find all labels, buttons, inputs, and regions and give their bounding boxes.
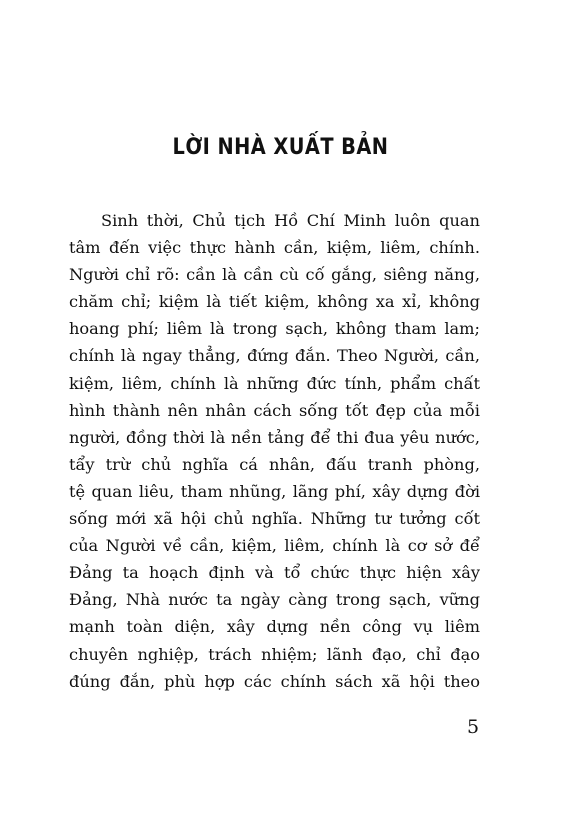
text-line: Người chỉ rõ: cần là cần cù cố gắng, siêng năng, — [69, 265, 480, 285]
page-title: LỜI NHÀ XUẤT BẢN — [172, 135, 389, 160]
text-line: tệ quan liêu, tham nhũng, lãng phí, xây dựng đời — [69, 481, 480, 501]
text-line: của Người về cần, kiệm, liêm, chính là cơ sở để — [69, 536, 480, 556]
text-line: sống mới xã hội chủ nghĩa. Những tư tưởng cốt — [69, 509, 480, 529]
text-line: chăm chỉ; kiệm là tiết kiệm, không xa xỉ, không — [69, 292, 480, 312]
text-line: kiệm, liêm, chính là những đức tính, phẩm chất — [69, 373, 480, 393]
body-paragraph — [69, 207, 480, 695]
text-line: tâm đến việc thực hành cần, kiệm, liêm, chính. — [69, 238, 480, 258]
text-line: người, đồng thời là nền tảng để thi đua yêu nước, — [69, 427, 480, 447]
text-line: mạnh toàn diện, xây dựng nền công vụ liêm — [69, 617, 480, 637]
text-line: Đảng ta hoạch định và tổ chức thực hiện xây — [69, 563, 480, 583]
page-number: 5 — [466, 716, 480, 738]
text-line: đúng đắn, phù hợp các chính sách xã hội theo — [69, 671, 480, 691]
text-line: chính là ngay thẳng, đứng đắn. Theo Người, cần, — [69, 346, 480, 366]
text-line: Đảng, Nhà nước ta ngày càng trong sạch, vững — [69, 590, 480, 610]
text-line: hình thành nên nhân cách sống tốt đẹp của mỗi — [69, 400, 480, 420]
text-line: tẩy trừ chủ nghĩa cá nhân, đấu tranh phòng, — [69, 454, 480, 474]
text-line: hoang phí; liêm là trong sạch, không tham lam; — [69, 319, 480, 339]
text-line: chuyên nghiệp, trách nhiệm; lãnh đạo, chỉ đạo — [69, 644, 480, 664]
text-line: Sinh thời, Chủ tịch Hồ Chí Minh luôn quan — [101, 211, 480, 230]
